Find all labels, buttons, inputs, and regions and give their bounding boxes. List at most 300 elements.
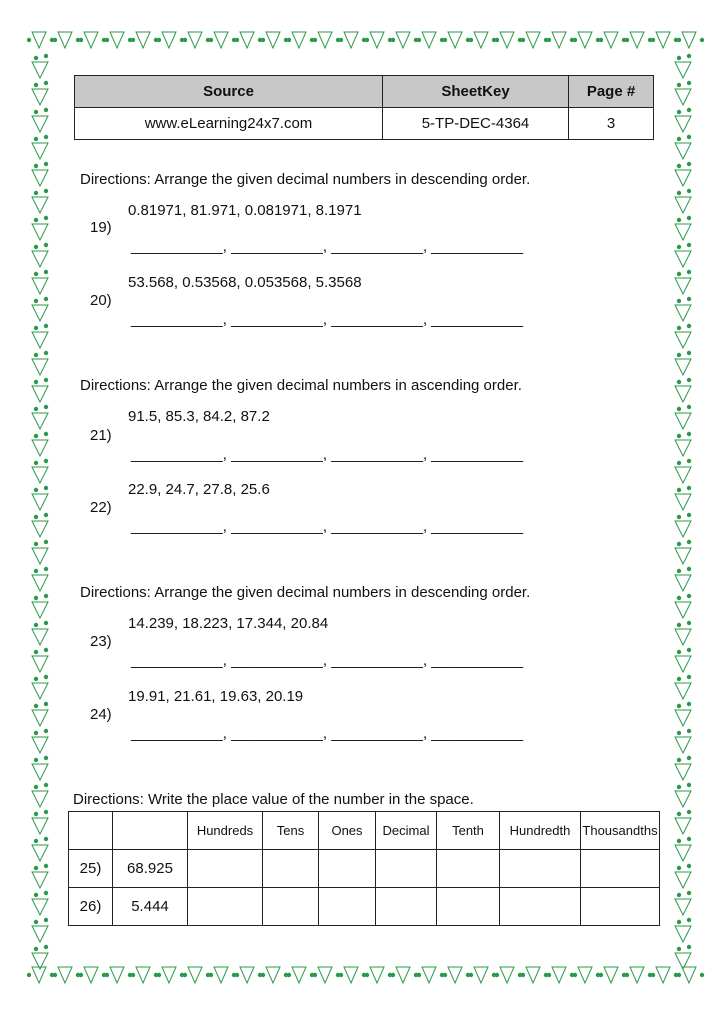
border-dot: [677, 920, 681, 924]
border-triangle: [32, 251, 48, 267]
border-dot: [677, 515, 681, 519]
border-dot: [687, 351, 691, 355]
border-dot: [687, 918, 691, 922]
border-dot: [677, 326, 681, 330]
border-dot: [44, 783, 48, 787]
border-triangle: [675, 710, 691, 726]
border-triangle: [32, 332, 48, 348]
border-dot: [44, 891, 48, 895]
question-number: 21): [90, 427, 112, 444]
table-row: [69, 888, 660, 926]
border-dot: [34, 677, 38, 681]
border-dot: [209, 973, 213, 977]
answer-blanks: ___________, ___________, ___________, ___________: [131, 311, 524, 328]
border-triangle: [32, 170, 48, 186]
border-dot: [131, 973, 135, 977]
place-value-table: [68, 811, 660, 926]
border-triangle: [32, 737, 48, 753]
border-triangle: [32, 967, 46, 983]
border-dot: [183, 38, 187, 42]
column-header: [69, 812, 113, 850]
border-dot: [44, 540, 48, 544]
answer-cell[interactable]: [188, 888, 263, 926]
border-dot: [677, 569, 681, 573]
border-dot: [677, 38, 681, 42]
border-dot: [687, 783, 691, 787]
border-triangle: [682, 967, 696, 983]
border-dot: [687, 108, 691, 112]
border-dot: [687, 324, 691, 328]
border-dot: [677, 245, 681, 249]
border-triangle: [422, 967, 436, 983]
border-triangle: [32, 143, 48, 159]
answer-cell[interactable]: [581, 888, 660, 926]
border-dot: [44, 324, 48, 328]
border-triangle: [32, 521, 48, 537]
border-dot: [625, 973, 629, 977]
border-dot: [677, 461, 681, 465]
border-triangle: [604, 967, 618, 983]
border-triangle: [32, 791, 48, 807]
border-triangle: [448, 32, 462, 48]
border-triangle: [675, 305, 691, 321]
border-dot: [687, 54, 691, 58]
border-triangle: [422, 32, 436, 48]
header-row: [75, 76, 654, 108]
border-triangle: [32, 89, 48, 105]
border-dot: [495, 973, 499, 977]
column-header-thousandths: Thousandths: [581, 812, 660, 850]
border-triangle: [675, 872, 691, 888]
border-dot: [677, 407, 681, 411]
border-triangle: [675, 899, 691, 915]
border-triangle: [32, 683, 48, 699]
border-dot: [687, 135, 691, 139]
border-triangle: [675, 602, 691, 618]
answer-blanks: ___________, ___________, ___________, ___________: [131, 652, 524, 669]
border-dot: [34, 380, 38, 384]
border-dot: [687, 648, 691, 652]
row-number: 26): [69, 888, 113, 926]
border-triangle: [474, 967, 488, 983]
border-dot: [687, 864, 691, 868]
border-dot: [209, 38, 213, 42]
directions-text: Directions: Arrange the given decimal numbers in descending order.: [80, 584, 531, 601]
border-dot: [44, 594, 48, 598]
border-triangle: [32, 386, 48, 402]
answer-blanks: ___________, ___________, ___________, ___________: [131, 518, 524, 535]
border-dot: [34, 731, 38, 735]
border-dot: [44, 567, 48, 571]
border-dot: [34, 218, 38, 222]
border-triangle: [630, 967, 644, 983]
border-dot: [44, 702, 48, 706]
column-header-decimal: Decimal: [376, 812, 437, 850]
border-dot: [44, 432, 48, 436]
border-triangle: [552, 32, 566, 48]
border-dot: [44, 675, 48, 679]
border-dot: [44, 945, 48, 949]
border-dot: [34, 434, 38, 438]
border-dot: [521, 38, 525, 42]
header-page-label: Page #: [569, 76, 654, 108]
border-triangle: [675, 143, 691, 159]
border-triangle: [32, 494, 48, 510]
border-dot: [34, 947, 38, 951]
border-dot: [183, 973, 187, 977]
border-triangle: [318, 32, 332, 48]
border-dot: [44, 135, 48, 139]
border-dot: [677, 83, 681, 87]
border-dot: [157, 973, 161, 977]
border-dot: [700, 38, 704, 42]
border-dot: [34, 110, 38, 114]
border-triangle: [675, 62, 691, 78]
border-dot: [157, 38, 161, 42]
border-dot: [34, 866, 38, 870]
border-triangle: [32, 116, 48, 132]
border-triangle: [32, 818, 48, 834]
border-dot: [687, 837, 691, 841]
border-dot: [44, 270, 48, 274]
border-dot: [677, 488, 681, 492]
border-dot: [44, 216, 48, 220]
border-dot: [44, 297, 48, 301]
question-number: 19): [90, 219, 112, 236]
column-header-hundreds: Hundreds: [188, 812, 263, 850]
border-dot: [44, 810, 48, 814]
border-triangle: [58, 967, 72, 983]
border-dot: [495, 38, 499, 42]
border-triangle: [396, 967, 410, 983]
border-dot: [687, 945, 691, 949]
border-triangle: [526, 32, 540, 48]
border-dot: [339, 38, 343, 42]
border-triangle: [84, 32, 98, 48]
question-numbers: 19.91, 21.61, 19.63, 20.19: [128, 688, 304, 705]
border-triangle: [675, 548, 691, 564]
border-dot: [79, 38, 83, 42]
border-dot: [687, 378, 691, 382]
column-header-hundredth: Hundredth: [500, 812, 581, 850]
border-dot: [677, 893, 681, 897]
border-dot: [365, 973, 369, 977]
border-dot: [34, 83, 38, 87]
border-triangle: [396, 32, 410, 48]
border-dot: [44, 918, 48, 922]
border-dot: [677, 973, 681, 977]
border-dot: [700, 973, 704, 977]
answer-cell[interactable]: [319, 888, 376, 926]
border-dot: [391, 973, 395, 977]
border-dot: [34, 272, 38, 276]
border-triangle: [630, 32, 644, 48]
answer-cell[interactable]: [188, 850, 263, 888]
border-triangle: [32, 440, 48, 456]
page-number-value: 3: [569, 108, 654, 140]
border-dot: [573, 973, 577, 977]
border-dot: [677, 191, 681, 195]
question-numbers: 22.9, 24.7, 27.8, 25.6: [128, 481, 270, 498]
border-triangle: [675, 791, 691, 807]
border-triangle: [370, 32, 384, 48]
answer-cell[interactable]: [437, 850, 500, 888]
answer-cell[interactable]: [263, 850, 319, 888]
border-dot: [677, 110, 681, 114]
border-dot: [443, 973, 447, 977]
border-triangle: [675, 764, 691, 780]
question-number: 24): [90, 706, 112, 723]
border-triangle: [675, 278, 691, 294]
border-triangle: [32, 413, 48, 429]
border-dot: [651, 973, 655, 977]
border-triangle: [32, 62, 48, 78]
row-value: 5.444: [113, 888, 188, 926]
question-numbers: 53.568, 0.53568, 0.053568, 5.3568: [128, 274, 362, 291]
border-dot: [417, 38, 421, 42]
border-dot: [391, 38, 395, 42]
border-triangle: [656, 967, 670, 983]
border-triangle: [675, 224, 691, 240]
border-dot: [44, 756, 48, 760]
table-header-row: [69, 812, 660, 850]
border-dot: [687, 405, 691, 409]
border-dot: [131, 38, 135, 42]
border-dot: [687, 297, 691, 301]
border-triangle: [526, 967, 540, 983]
answer-cell[interactable]: [319, 850, 376, 888]
border-dot: [573, 38, 577, 42]
border-dot: [687, 540, 691, 544]
border-dot: [469, 38, 473, 42]
border-triangle: [214, 967, 228, 983]
table-row: [69, 850, 660, 888]
border-dot: [34, 596, 38, 600]
border-dot: [687, 729, 691, 733]
border-dot: [34, 542, 38, 546]
directions-text: Directions: Arrange the given decimal numbers in descending order.: [80, 171, 531, 188]
border-dot: [44, 486, 48, 490]
source-value: www.eLearning24x7.com: [75, 108, 383, 140]
border-dot: [599, 973, 603, 977]
border-dot: [687, 594, 691, 598]
header-values-row: [75, 108, 654, 140]
border-dot: [599, 38, 603, 42]
border-dot: [443, 38, 447, 42]
border-triangle: [675, 737, 691, 753]
border-dot: [44, 405, 48, 409]
border-dot: [677, 299, 681, 303]
border-triangle: [675, 359, 691, 375]
border-triangle: [32, 548, 48, 564]
border-triangle: [675, 629, 691, 645]
answer-blanks: ___________, ___________, ___________, ___________: [131, 238, 524, 255]
border-dot: [261, 38, 265, 42]
border-dot: [687, 702, 691, 706]
border-triangle: [58, 32, 72, 48]
border-triangle: [32, 359, 48, 375]
border-dot: [687, 513, 691, 517]
border-dot: [677, 272, 681, 276]
directions-text: Directions: Arrange the given decimal numbers in ascending order.: [80, 377, 522, 394]
question-numbers: 14.239, 18.223, 17.344, 20.84: [128, 615, 329, 632]
answer-cell[interactable]: [263, 888, 319, 926]
answer-cell[interactable]: [437, 888, 500, 926]
border-dot: [44, 162, 48, 166]
answer-cell[interactable]: [500, 888, 581, 926]
border-triangle: [675, 926, 691, 942]
border-dot: [44, 513, 48, 517]
border-triangle: [552, 967, 566, 983]
border-triangle: [32, 845, 48, 861]
border-dot: [677, 164, 681, 168]
border-dot: [34, 407, 38, 411]
question-number: 23): [90, 633, 112, 650]
border-triangle: [448, 967, 462, 983]
border-triangle: [32, 305, 48, 321]
border-dot: [44, 243, 48, 247]
border-dot: [44, 378, 48, 382]
border-triangle: [675, 521, 691, 537]
answer-cell[interactable]: [376, 888, 437, 926]
border-dot: [677, 812, 681, 816]
border-triangle: [32, 764, 48, 780]
border-dot: [687, 567, 691, 571]
border-triangle: [675, 440, 691, 456]
border-dot: [677, 704, 681, 708]
border-triangle: [675, 332, 691, 348]
border-dot: [34, 893, 38, 897]
border-triangle: [675, 494, 691, 510]
border-dot: [687, 216, 691, 220]
border-triangle: [136, 967, 150, 983]
border-dot: [34, 515, 38, 519]
header-table: [74, 75, 654, 140]
border-triangle: [32, 224, 48, 240]
border-dot: [677, 542, 681, 546]
border-dot: [677, 839, 681, 843]
border-dot: [677, 434, 681, 438]
header-sheetkey-label: SheetKey: [383, 76, 569, 108]
row-number: 25): [69, 850, 113, 888]
border-dot: [677, 731, 681, 735]
border-dot: [687, 486, 691, 490]
row-value: 68.925: [113, 850, 188, 888]
border-dot: [44, 54, 48, 58]
border-dot: [687, 891, 691, 895]
border-dot: [687, 432, 691, 436]
border-triangle: [656, 32, 670, 48]
border-triangle: [32, 872, 48, 888]
border-dot: [105, 973, 109, 977]
question-numbers: 91.5, 85.3, 84.2, 87.2: [128, 408, 270, 425]
border-dot: [687, 270, 691, 274]
border-dot: [365, 38, 369, 42]
border-dot: [34, 488, 38, 492]
border-triangle: [675, 170, 691, 186]
border-dot: [677, 137, 681, 141]
border-dot: [53, 973, 57, 977]
column-header-ones: Ones: [319, 812, 376, 850]
border-dot: [547, 38, 551, 42]
border-triangle: [675, 386, 691, 402]
border-triangle: [110, 32, 124, 48]
border-dot: [687, 162, 691, 166]
border-dot: [44, 648, 48, 652]
border-dot: [105, 38, 109, 42]
border-triangle: [32, 656, 48, 672]
border-dot: [677, 380, 681, 384]
border-dot: [313, 973, 317, 977]
border-dot: [547, 973, 551, 977]
question-number: 22): [90, 499, 112, 516]
border-dot: [417, 973, 421, 977]
border-dot: [625, 38, 629, 42]
border-triangle: [675, 413, 691, 429]
border-dot: [44, 189, 48, 193]
question-numbers: 0.81971, 81.971, 0.081971, 8.1971: [128, 202, 362, 219]
border-triangle: [32, 899, 48, 915]
border-dot: [34, 137, 38, 141]
border-dot: [44, 81, 48, 85]
header-source-label: Source: [75, 76, 383, 108]
border-triangle: [32, 197, 48, 213]
border-dot: [34, 839, 38, 843]
border-dot: [27, 973, 31, 977]
border-triangle: [162, 32, 176, 48]
border-dot: [44, 351, 48, 355]
border-dot: [235, 973, 239, 977]
border-dot: [27, 38, 31, 42]
border-dot: [34, 758, 38, 762]
border-triangle: [32, 575, 48, 591]
answer-blanks: ___________, ___________, ___________, ___________: [131, 725, 524, 742]
border-dot: [287, 38, 291, 42]
border-triangle: [682, 32, 696, 48]
border-dot: [677, 866, 681, 870]
answer-cell[interactable]: [500, 850, 581, 888]
border-dot: [677, 623, 681, 627]
border-dot: [339, 973, 343, 977]
border-triangle: [214, 32, 228, 48]
border-triangle: [110, 967, 124, 983]
border-triangle: [500, 967, 514, 983]
border-dot: [677, 758, 681, 762]
sheetkey-value: 5-TP-DEC-4364: [383, 108, 569, 140]
border-triangle: [578, 32, 592, 48]
answer-cell[interactable]: [581, 850, 660, 888]
answer-cell[interactable]: [376, 850, 437, 888]
border-dot: [34, 920, 38, 924]
question-number: 20): [90, 292, 112, 309]
border-dot: [687, 243, 691, 247]
border-dot: [34, 785, 38, 789]
border-dot: [53, 38, 57, 42]
answer-blanks: ___________, ___________, ___________, ___________: [131, 446, 524, 463]
border-dot: [687, 675, 691, 679]
border-dot: [34, 164, 38, 168]
border-triangle: [32, 602, 48, 618]
border-dot: [677, 677, 681, 681]
border-dot: [34, 812, 38, 816]
border-triangle: [675, 251, 691, 267]
border-triangle: [162, 967, 176, 983]
border-triangle: [344, 32, 358, 48]
border-triangle: [675, 818, 691, 834]
border-triangle: [292, 967, 306, 983]
border-dot: [44, 729, 48, 733]
column-header-tenth: Tenth: [437, 812, 500, 850]
